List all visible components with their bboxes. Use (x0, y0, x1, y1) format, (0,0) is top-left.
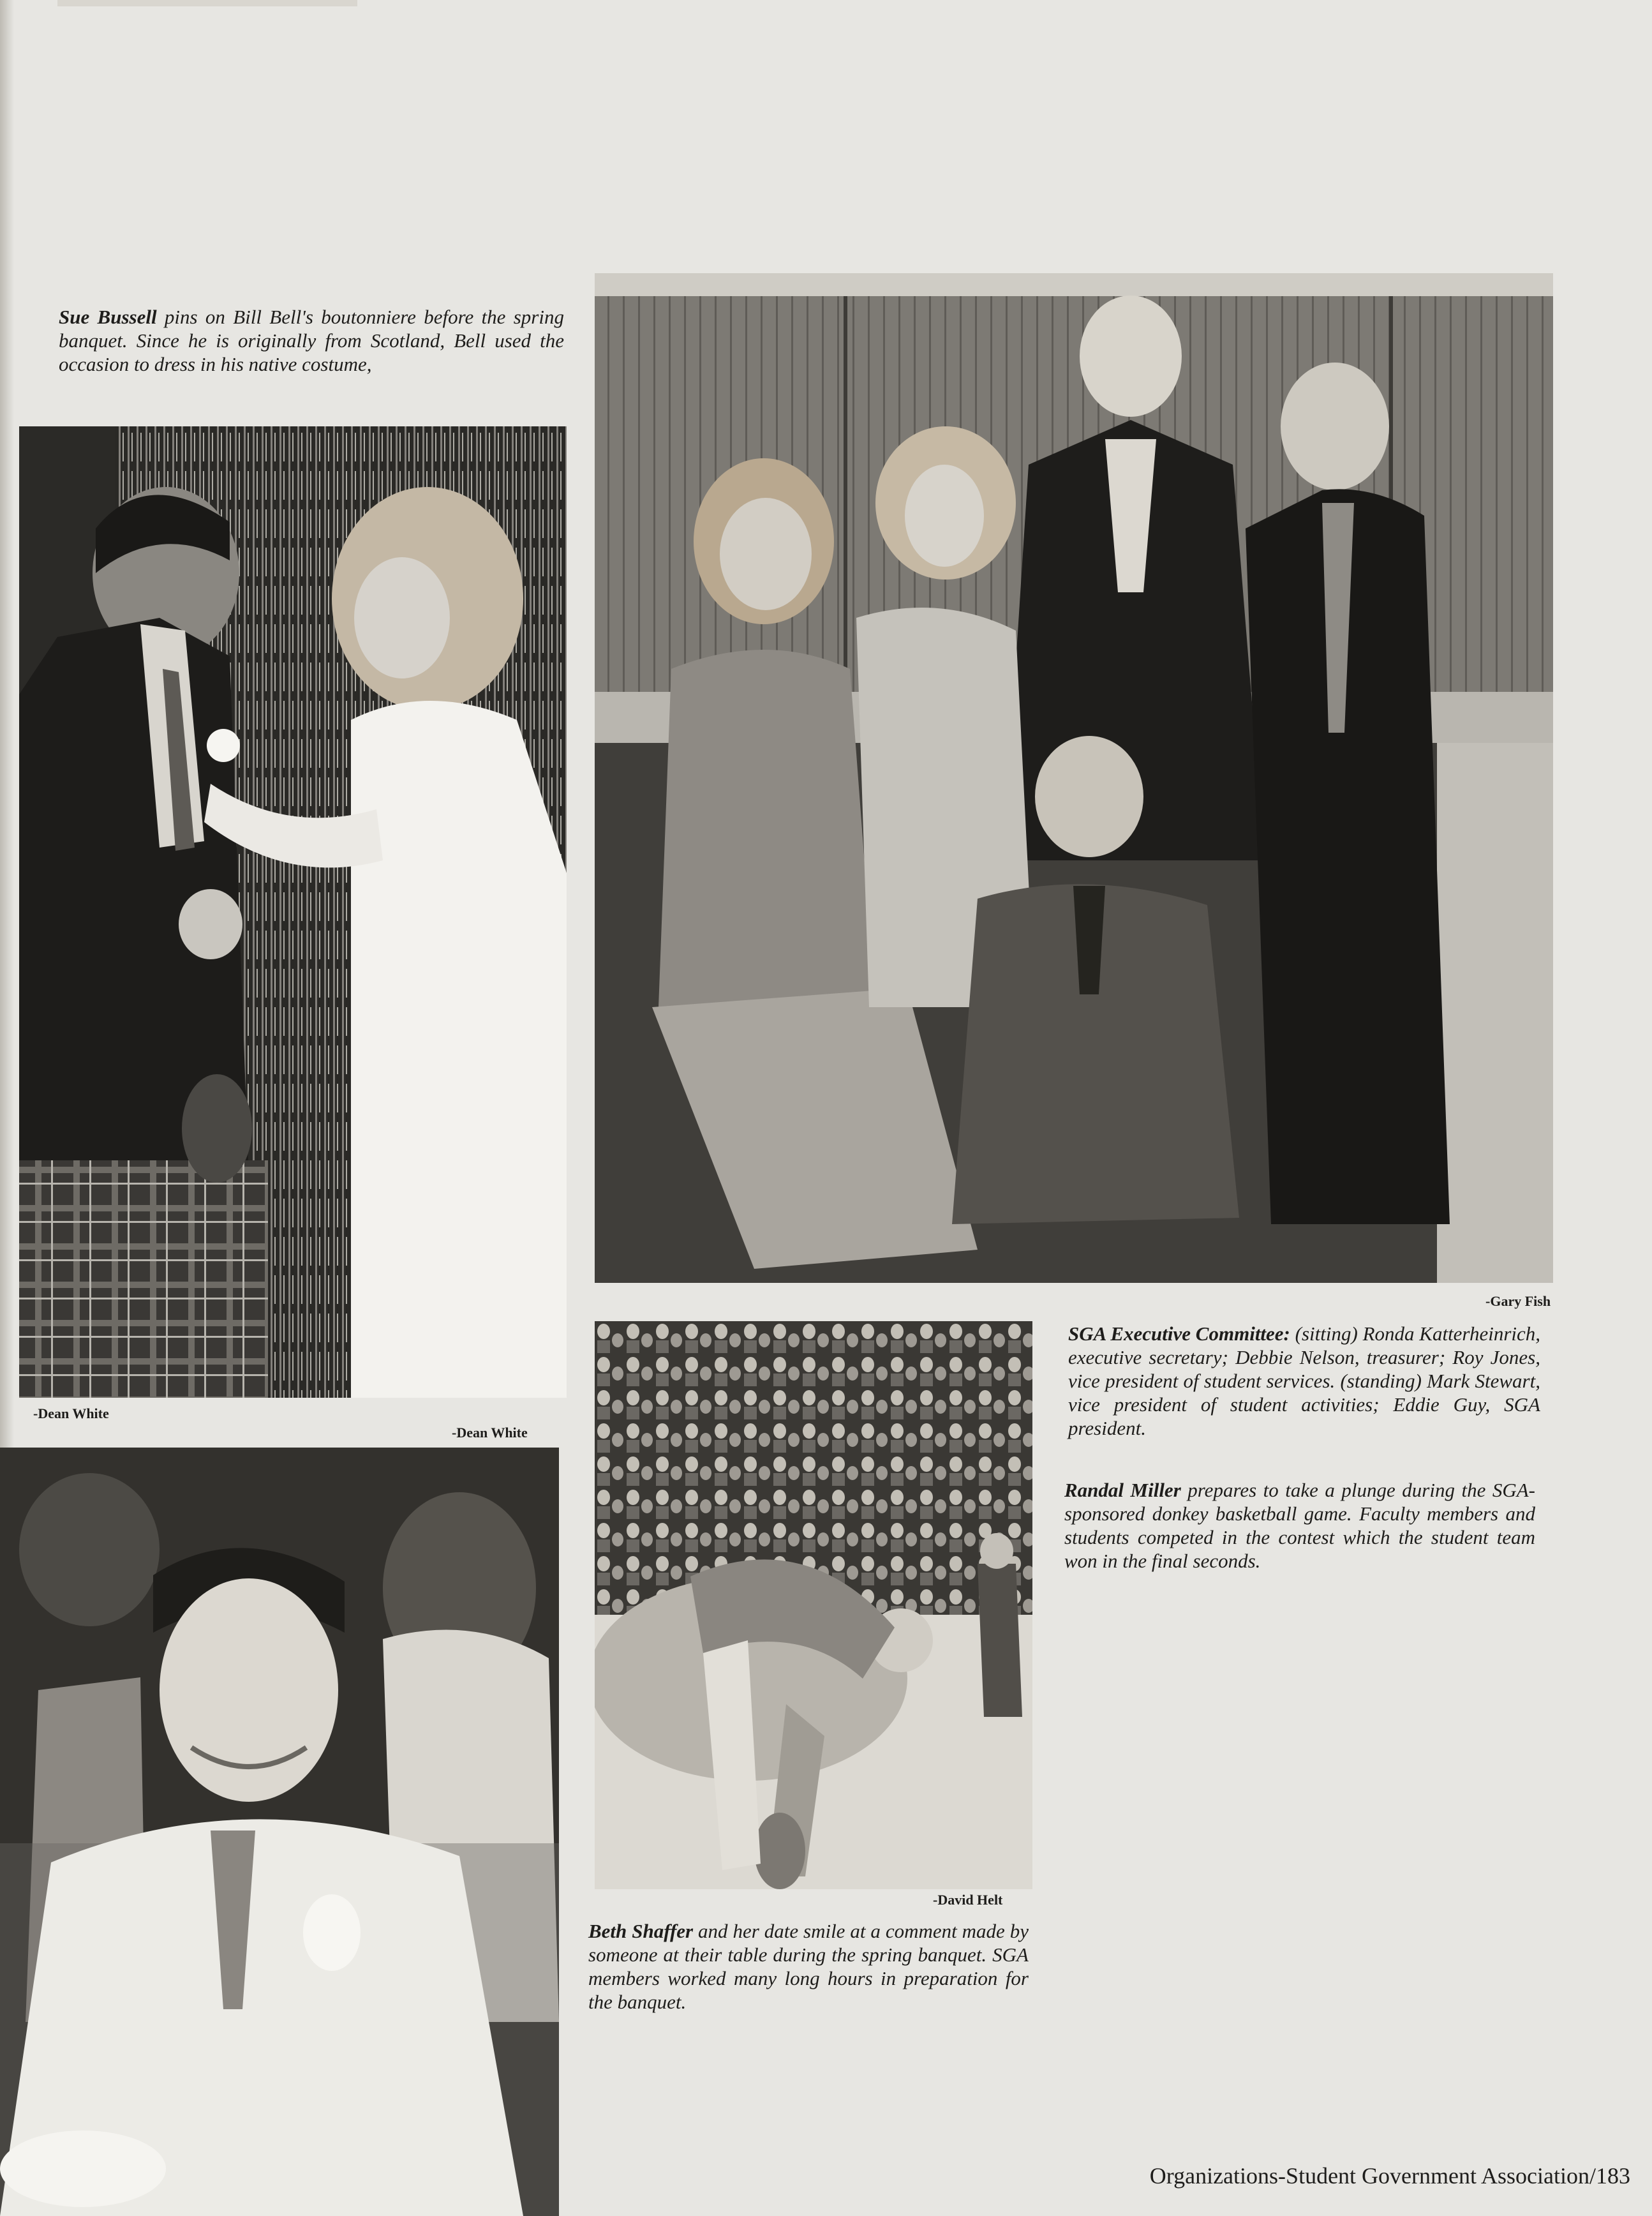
caption-bussell-lead: Sue Bussell (59, 306, 157, 328)
credit-david-helt: -David Helt (933, 1892, 1003, 1908)
photo-boutonniere (19, 426, 567, 1398)
photo-donkey-basketball (595, 1321, 1032, 1889)
caption-miller-lead: Randal Miller (1064, 1479, 1181, 1501)
caption-miller (1064, 1478, 1535, 1573)
credit-gary-fish: -Gary Fish (1485, 1293, 1551, 1309)
caption-executive (1068, 1322, 1540, 1440)
photo-banquet-smile (0, 1448, 559, 2216)
credit-dean-white-2: -Dean White (452, 1425, 528, 1441)
caption-executive-text: (sitting) Ronda Katterheinrich, executive secretary; Debbie Nelson, treasurer; Roy Jones, vice president of student services. (standing) Mark Stewart, vice president of student activities; Eddie Guy, SGA president. (1068, 1322, 1540, 1439)
caption-bussell-text: pins on Bill Bell's boutonniere before the spring banquet. Since he is originally from Scotland, Bell used the occasion to dress in his native costume, (59, 306, 564, 375)
photo-executive-committee (595, 273, 1553, 1283)
caption-bussell (59, 305, 564, 377)
caption-miller-text: prepares to take a plunge during the SGA-sponsored donkey basketball game. Faculty members and students competed in the contest which the student team won in the final seconds. (1064, 1479, 1535, 1572)
credit-dean-white-1: -Dean White (33, 1405, 109, 1421)
caption-shaffer-lead: Beth Shaffer (588, 1920, 694, 1942)
caption-shaffer-text: and her date smile at a comment made by someone at their table during the spring banquet. SGA members worked many long hours in preparation for the banquet. (588, 1920, 1029, 2013)
page-folio: Organizations-Student Government Association/183 (1149, 2163, 1630, 2189)
caption-shaffer (588, 1919, 1029, 2014)
top-edge-strip (57, 0, 357, 6)
caption-executive-lead: SGA Executive Committee: (1068, 1322, 1290, 1345)
